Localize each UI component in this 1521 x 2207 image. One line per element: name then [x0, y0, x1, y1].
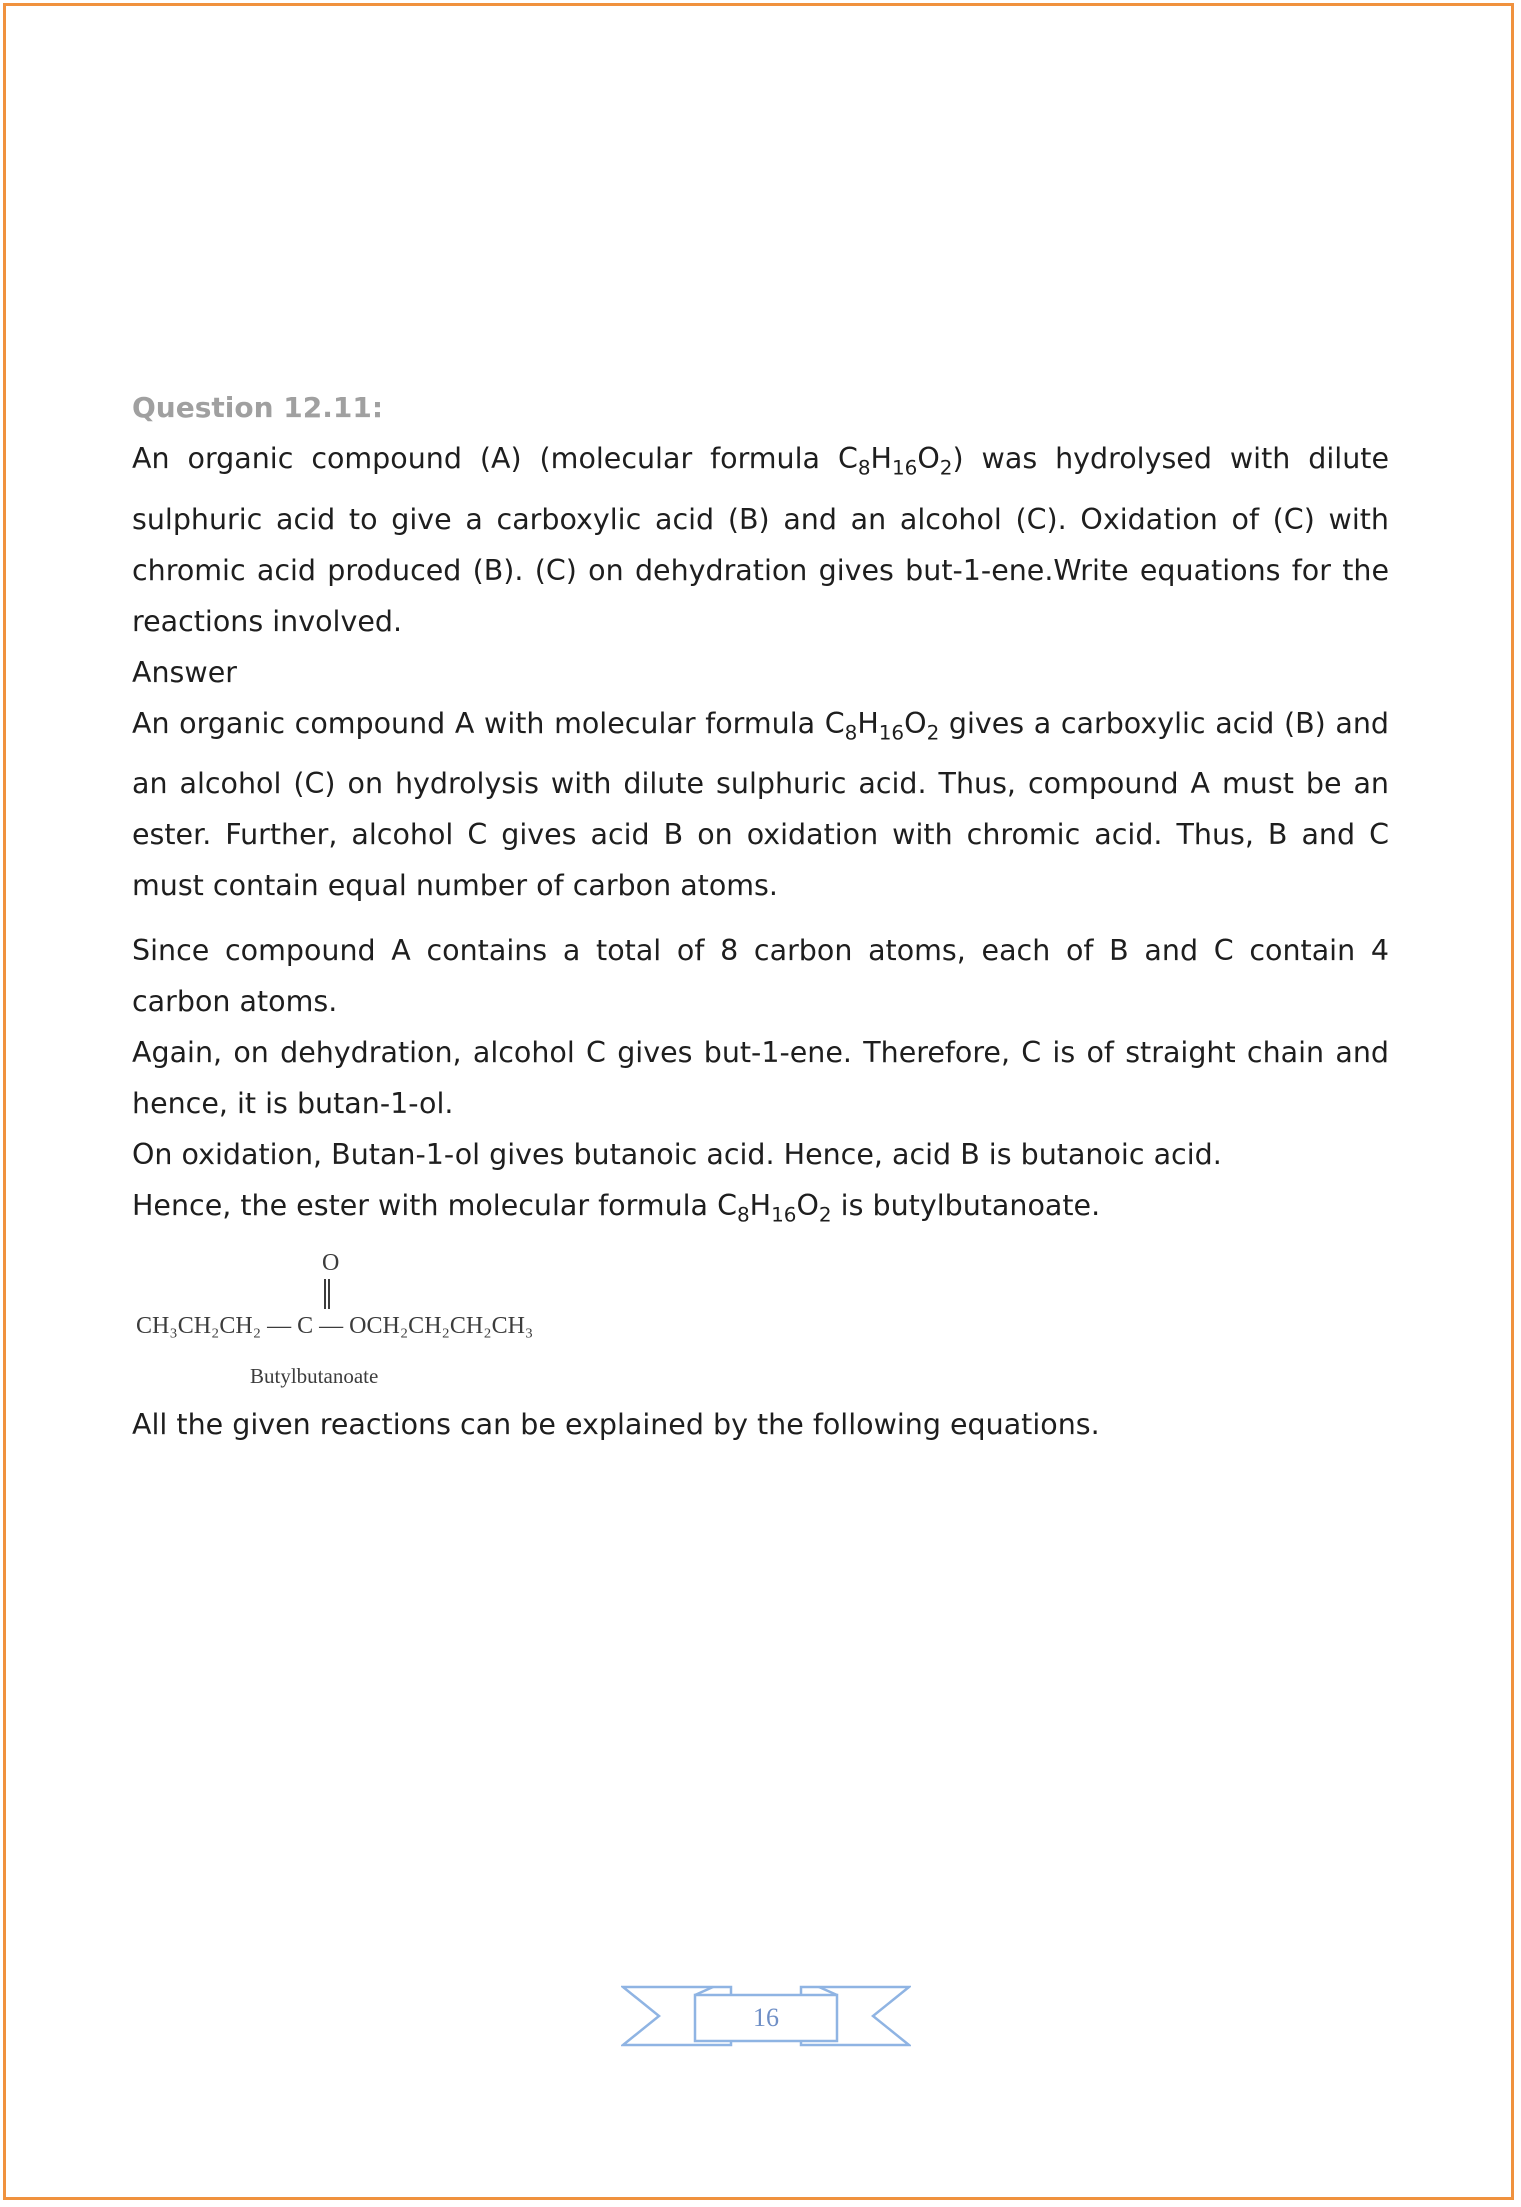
- formula-o-subscript: 2: [818, 1203, 832, 1228]
- answer-paragraph-1: [132, 698, 1389, 912]
- answer-para5-part2: is butylbutanoate.: [831, 1189, 1101, 1223]
- answer-paragraph-2: Since compound A contains a total of 8 carbon atoms, each of B and C contain 4 carbon atoms.: [132, 934, 1389, 1019]
- formula-o: O: [796, 1189, 819, 1223]
- formula-o: O: [904, 706, 927, 740]
- formula-c-subscript: 8: [736, 1203, 750, 1228]
- right-chain: OCH₂CH₂CH₂CH₃: [349, 1313, 534, 1340]
- left-chain: CH₃CH₂CH₂: [136, 1313, 262, 1340]
- structure-caption: Butylbutanoate: [250, 1364, 379, 1389]
- answer-paragraph-3: Again, on dehydration, alcohol C gives but-1-ene. Therefore, C is of straight chain and hence, it is butan-1-ol.: [132, 1036, 1389, 1121]
- answer-para1-part2: gives a carboxylic acid (B) and an alcohol (C) on hydrolysis with dilute sulphuric acid. Thus, compound A must be an ester. Further, alcohol C gives acid B on oxidation with chromic acid. Thus, B and C must contain equal number of carbon atoms.: [132, 706, 1389, 903]
- structure-main-chain: [136, 1311, 533, 1341]
- formula-o-subscript: 2: [926, 720, 940, 745]
- answer-paragraph-4: On oxidation, Butan-1-ol gives butanoic acid. Hence, acid B is butanoic acid.: [132, 1138, 1222, 1172]
- carbonyl-oxygen: O: [322, 1250, 340, 1277]
- left-bond: —: [267, 1313, 292, 1340]
- formula-h: H: [749, 1189, 772, 1223]
- answer-label: Answer: [132, 655, 237, 689]
- right-bond: —: [319, 1313, 344, 1340]
- formula-h: H: [857, 706, 879, 740]
- page-footer: [621, 1975, 911, 2059]
- question-text-part1: An organic compound (A) (molecular formula C: [132, 442, 858, 475]
- answer-para1-part1: An organic compound A with molecular formula C: [132, 706, 845, 740]
- answer-para5-part1: Hence, the ester with molecular formula C: [132, 1189, 737, 1223]
- question-text-part2: ) was hydrolysed with dilute sulphuric acid to give a carboxylic acid (B) and an alcohol (C). Oxidation of (C) with chromic acid produced (B). (C) on dehydration gives but-1-ene.Write equations for the reactions involved.: [132, 442, 1389, 638]
- answer-paragraph-5: [132, 1180, 1389, 1241]
- carbonyl-carbon: C: [297, 1313, 314, 1340]
- formula-o: O: [917, 442, 940, 475]
- page-number: 16: [753, 2003, 779, 2032]
- butylbutanoate-structure: [132, 1243, 1389, 1399]
- formula-h-subscript: 16: [891, 455, 918, 480]
- formula-h: H: [870, 442, 892, 475]
- answer-final: All the given reactions can be explained by the following equations.: [132, 1408, 1100, 1442]
- double-bond: [324, 1279, 330, 1309]
- question-title: Question 12.11:: [132, 391, 384, 424]
- document-body: [132, 382, 1389, 1450]
- formula-c-subscript: 8: [844, 720, 858, 745]
- formula-c-subscript: 8: [857, 455, 871, 480]
- formula-o-subscript: 2: [939, 455, 953, 480]
- question-text: [132, 433, 1389, 647]
- formula-h-subscript: 16: [771, 1203, 797, 1228]
- formula-h-subscript: 16: [878, 720, 905, 745]
